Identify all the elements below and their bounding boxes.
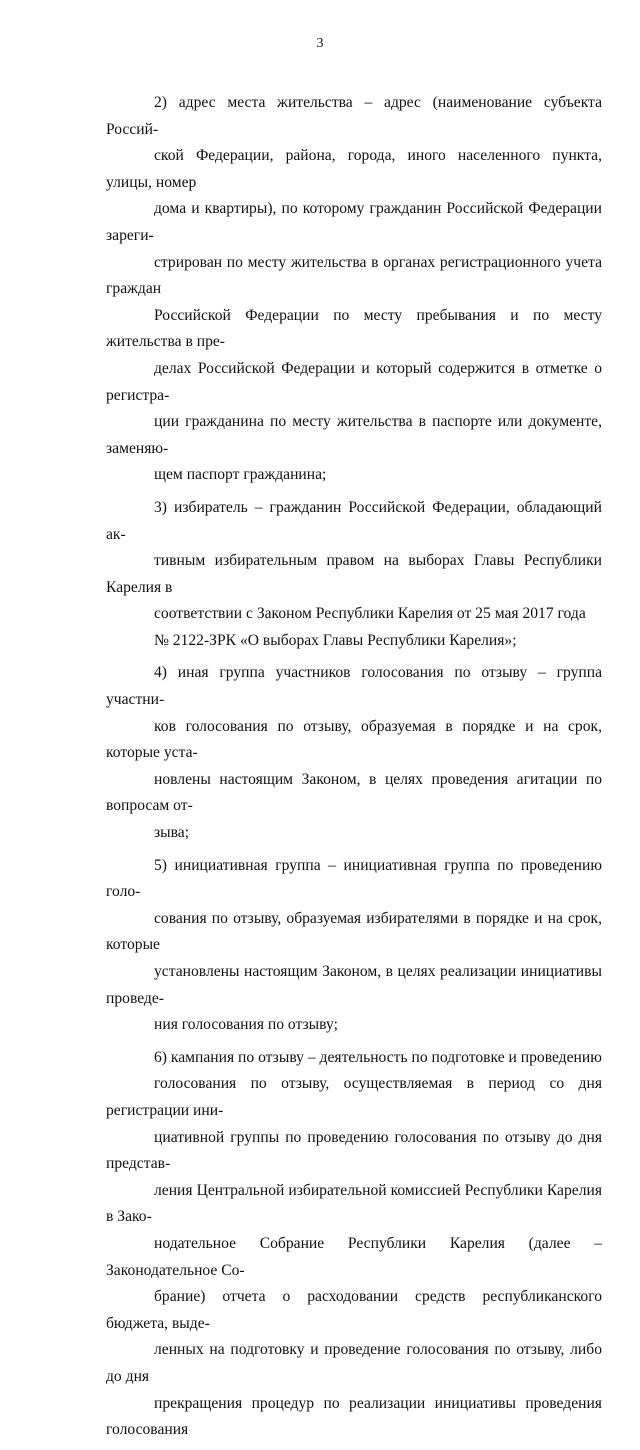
text-line: ленных на подготовку и проведение голосования по отзыву, либо до дня: [106, 1341, 602, 1385]
text-line: стрирован по месту жительства в органах регистрационного учета граждан: [106, 253, 602, 298]
text-line: 4) иная группа участников голосования по отзыву – группа участни-: [106, 664, 602, 709]
text-line: 5) инициативная группа – инициативная группа по проведению голо-: [106, 856, 602, 901]
text-line: ления Центральной избирательной комиссией Республики Карелия в Зако-: [106, 1181, 602, 1226]
page-number: 3: [316, 36, 324, 51]
text-line: соответствии с Законом Республики Карелия от 25 мая 2017 года: [154, 605, 586, 623]
text-line: щем паспорт гражданина;: [154, 466, 327, 484]
text-line: прекращения процедур по реализации инициативы проведения голосования: [106, 1394, 602, 1439]
text-line: ской Федерации, района, города, иного населенного пункта, улицы, номер: [106, 147, 602, 191]
text-line: ков голосования по отзыву, образуемая в порядке и на срок, которые уста-: [106, 717, 602, 762]
text-line: тивным избирательным правом на выборах Главы Республики Карелия в: [106, 552, 602, 596]
text-line: ции гражданина по месту жительства в паспорте или документе, заменяю-: [106, 413, 602, 457]
text-line: № 2122-ЗРК «О выборах Главы Республики Карелия»;: [154, 631, 517, 649]
text-line: ния голосования по отзыву;: [154, 1016, 338, 1034]
text-line: зыва;: [154, 824, 190, 842]
paragraph-item-2: [106, 90, 602, 489]
text-line: брание) отчета о расходовании средств республиканского бюджета, выде-: [106, 1288, 602, 1332]
text-line: Российской Федерации по месту пребывания и по месту жительства в пре-: [106, 306, 602, 351]
text-line: циативной группы по проведению голосования по отзыву до дня представ-: [106, 1128, 602, 1173]
paragraph-item-3: [106, 495, 602, 655]
text-line: дома и квартиры), по которому гражданин Российской Федерации зареги-: [106, 200, 602, 244]
document-body: [106, 90, 602, 1450]
paragraph-item-5: [106, 853, 602, 1039]
text-line: сования по отзыву, образуемая избирателями в порядке и на срок, которые: [106, 909, 602, 954]
text-line: голосования по отзыву, осуществляемая в период со дня регистрации ини-: [106, 1075, 602, 1119]
paragraph-item-4: [106, 660, 602, 846]
paragraph-item-6: [106, 1045, 602, 1444]
text-line: 6) кампания по отзыву – деятельность по подготовке и проведению: [154, 1048, 602, 1066]
text-line: 2) адрес места жительства – адрес (наименование субъекта Россий-: [106, 94, 602, 138]
text-line: нодательное Собрание Республики Карелия (далее – Законодательное Со-: [106, 1234, 602, 1279]
text-line: новлены настоящим Законом, в целях проведения агитации по вопросам от-: [106, 770, 602, 815]
text-line: 3) избиратель – гражданин Российской Федерации, обладающий ак-: [106, 498, 602, 543]
text-line: делах Российской Федерации и который содержится в отметке о регистра-: [106, 359, 602, 404]
text-line: установлены настоящим Законом, в целях реализации инициативы проведе-: [106, 963, 602, 1007]
